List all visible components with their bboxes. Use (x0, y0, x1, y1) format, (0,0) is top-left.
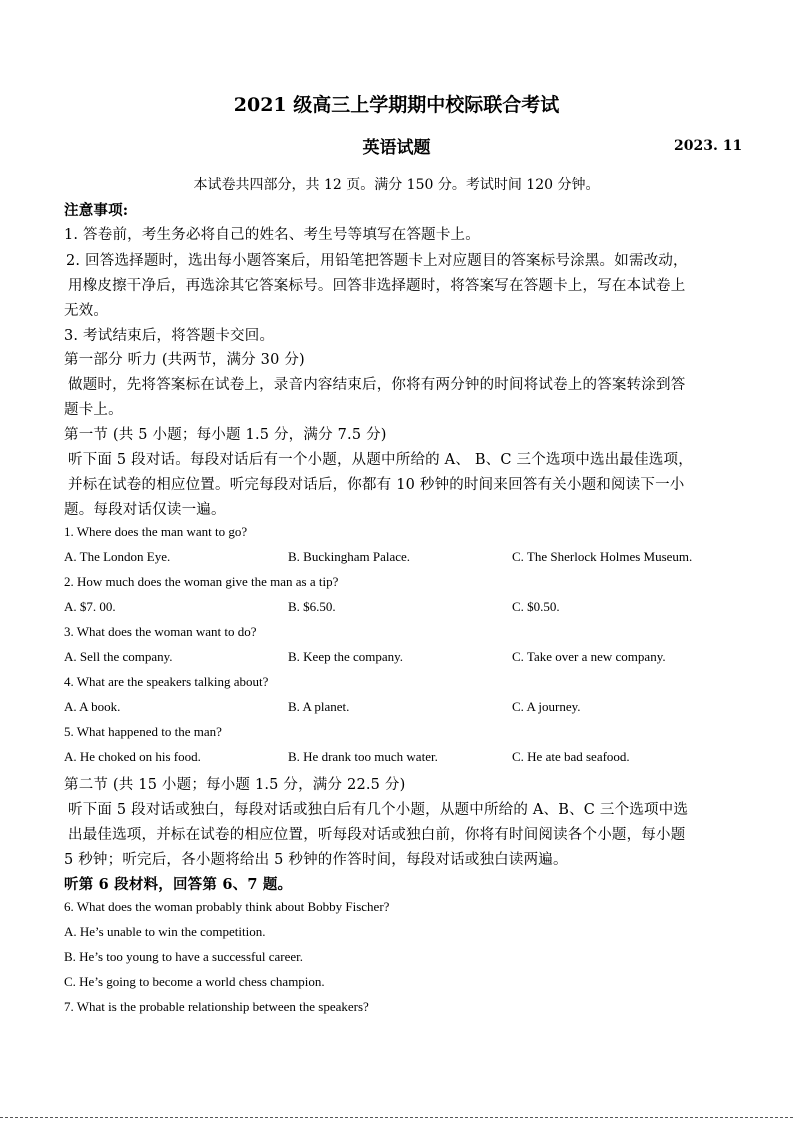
section2-intro-line-1: 听下面 5 段对话或独白，每段对话或独白后有几个小题，从题中所给的 A、B、C 三个选项中选 (68, 802, 689, 818)
question-5-option-a: A. He choked on his food. (64, 749, 201, 764)
exam-title: 2021 级高三上学期期中校际联合考试 (233, 94, 560, 116)
note-1: 1. 答卷前，考生务必将自己的姓名、考生号等填写在答题卡上。 (64, 227, 480, 243)
question-7-stem: 7. What is the probable relationship between the speakers? (64, 999, 369, 1014)
note-2-line-2: 用橡皮擦干净后，再选涂其它答案标号。回答非选择题时，将答案写在答题卡上，写在本试卷上 (68, 278, 686, 294)
question-4-option-c: C. A journey. (512, 699, 581, 714)
question-6-option-c: C. He’s going to become a world chess champion. (64, 974, 325, 989)
section1-intro-line-3: 题。每段对话仅读一遍。 (64, 502, 226, 518)
question-1-stem: 1. Where does the man want to go? (64, 524, 248, 539)
question-6-option-b: B. He’s too young to have a successful career. (64, 949, 303, 964)
section1-intro-line-1: 听下面 5 段对话。每段对话后有一个小题，从题中所给的 A、 B、C 三个选项中选出最佳选项， (68, 452, 693, 468)
question-5-option-c: C. He ate bad seafood. (512, 749, 630, 764)
question-6-stem: 6. What does the woman probably think about Bobby Fischer? (64, 899, 390, 914)
exam-date: 2023. 11 (674, 138, 743, 154)
question-4-option-b: B. A planet. (288, 699, 350, 714)
note-3: 3. 考试结束后，将答题卡交回。 (64, 328, 275, 344)
notes-heading: 注意事项: (64, 202, 129, 219)
question-5-stem: 5. What happened to the man? (64, 724, 222, 739)
part1-intro-line-1: 做题时，先将答案标在试卷上，录音内容结束后，你将有两分钟的时间将试卷上的答案转涂到答 (68, 377, 686, 393)
page-bottom-divider (0, 1117, 793, 1118)
question-4-stem: 4. What are the speakers talking about? (64, 674, 269, 689)
section1-intro-line-2: 并标在试卷的相应位置。听完每段对话后，你都有 10 秒钟的时间来回答有关小题和阅读下一小 (68, 477, 685, 493)
question-3-option-a: A. Sell the company. (64, 649, 173, 664)
subject-title: 英语试题 (362, 138, 431, 158)
question-3-option-c: C. Take over a new company. (512, 649, 666, 664)
note-2-line-3: 无效。 (64, 303, 109, 319)
question-2-option-a: A. $7. 00. (64, 599, 116, 614)
question-1-option-a: A. The London Eye. (64, 549, 171, 564)
part1-heading: 第一部分 听力 (共两节，满分 30 分) (64, 352, 305, 368)
exam-summary: 本试卷共四部分，共 12 页。满分 150 分。考试时间 120 分钟。 (193, 177, 600, 193)
question-6-option-a: A. He’s unable to win the competition. (64, 924, 266, 939)
section2-intro-line-2: 出最佳选项，并标在试卷的相应位置，听每段对话或独白前，你将有时间阅读各个小题，每小题 (68, 827, 686, 843)
part1-intro-line-2: 题卡上。 (64, 402, 123, 418)
section2-intro-line-3: 5 秒钟；听完后，各小题将给出 5 秒钟的作答时间，每段对话或独白读两遍。 (64, 852, 568, 868)
material-6-heading: 听第 6 段材料，回答第 6、7 题。 (64, 876, 293, 893)
question-1-option-c: C. The Sherlock Holmes Museum. (512, 549, 693, 564)
section1-heading: 第一节 (共 5 小题；每小题 1.5 分，满分 7.5 分) (64, 427, 387, 443)
question-3-option-b: B. Keep the company. (288, 649, 404, 664)
question-3-stem: 3. What does the woman want to do? (64, 624, 257, 639)
section2-heading: 第二节 (共 15 小题；每小题 1.5 分，满分 22.5 分) (64, 777, 406, 793)
note-2-line-1: 2. 回答选择题时，选出每小题答案后，用铅笔把答题卡上对应题目的答案标号涂黑。如需改动， (66, 253, 688, 269)
question-4-option-a: A. A book. (64, 699, 121, 714)
question-1-option-b: B. Buckingham Palace. (288, 549, 411, 564)
question-5-option-b: B. He drank too much water. (288, 749, 438, 764)
question-2-option-b: B. $6.50. (288, 599, 336, 614)
question-2-stem: 2. How much does the woman give the man as a tip? (64, 574, 339, 589)
question-2-option-c: C. $0.50. (512, 599, 560, 614)
